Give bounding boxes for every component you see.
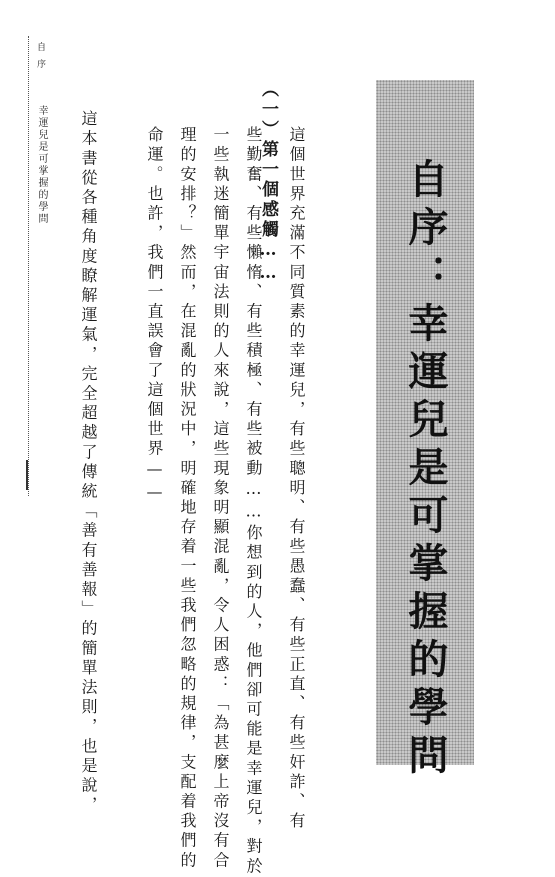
chapter-title: 自序：幸運兒是可掌握的學問 [402,158,449,782]
body-column-6: 這本書從各種角度瞭解運氣，完全超越了傳統「善有善報」的簡單法則，也是說， [79,110,98,816]
running-header-section: 自序 [35,42,45,76]
section-subheading: （一）第一個感觸…… [258,80,278,286]
body-column-1: 這個世界充滿不同質素的幸運兒，有些聰明、有些愚蠢、有些正直、有些奸詐、有 [287,126,306,832]
body-column-3: 一些執迷簡單宇宙法則的人來說，這些現象明顯混亂，令人困惑：「為甚麼上帝沒有合 [211,126,230,871]
body-column-5: 命運。也許，我們一直誤會了這個世界—— [145,126,164,505]
header-rule-marker [26,460,28,490]
body-column-4: 理的安排？」然而，在混亂的狀況中，明確地存着一些我們忽略的規律，支配着我們的 [178,126,197,871]
header-rule [28,36,29,496]
running-header-title: 幸運兒是可掌握的學問 [36,105,47,225]
body-column-2: 些勤奮、有些懶惰、有些積極、有些被動……你想到的人，他們卻可能是幸運兒，對於 [244,126,263,877]
